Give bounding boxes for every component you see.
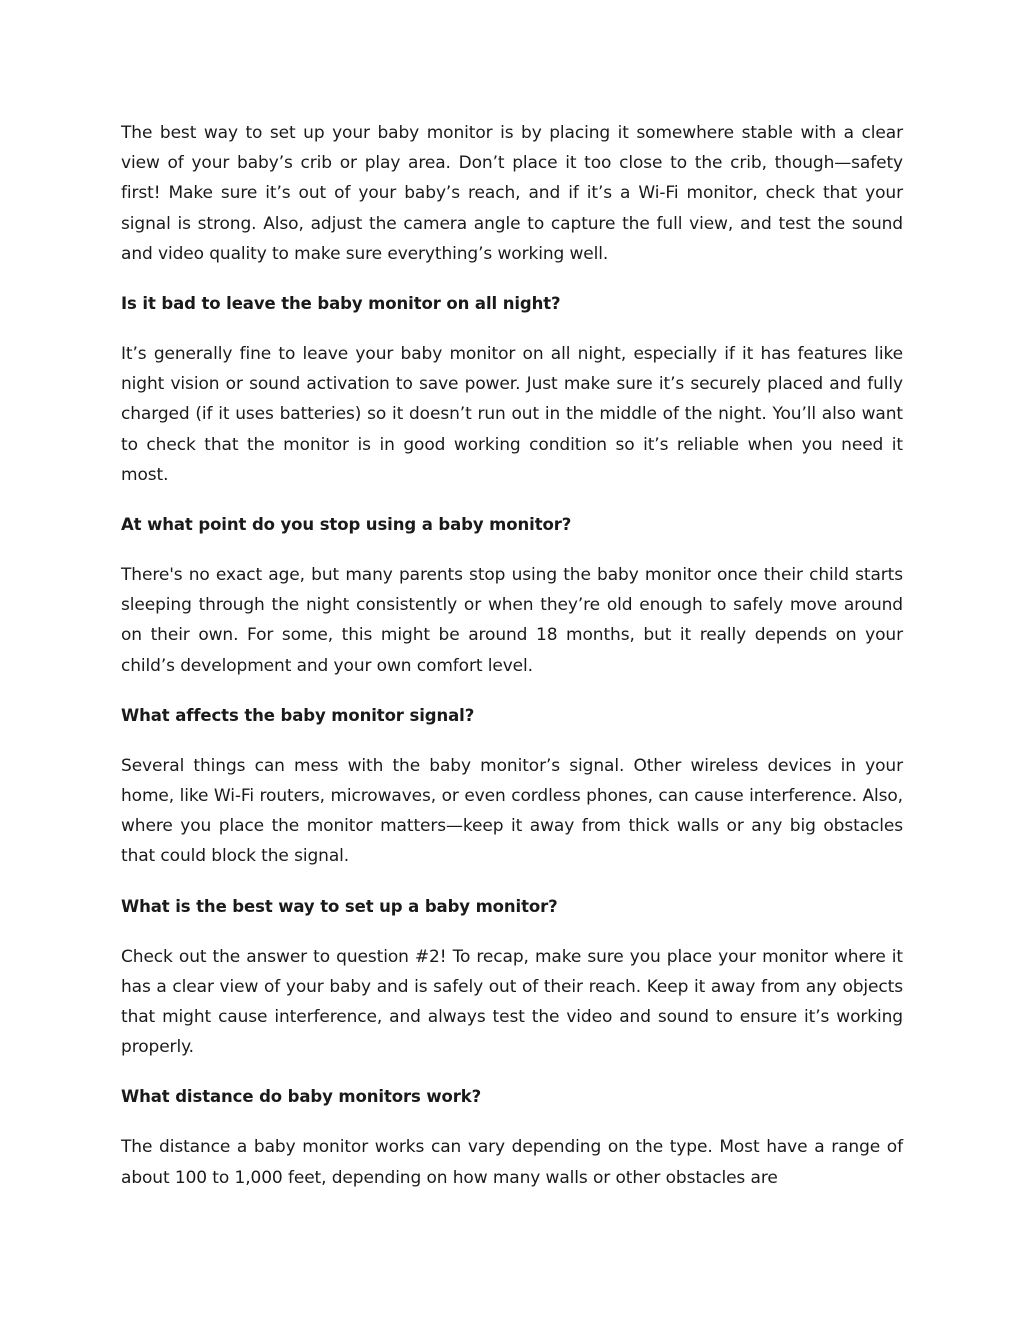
paragraph-setup-placement: The best way to set up your baby monitor is by placing it somewhere stable with a clear view of your baby’s crib or play area. Don’t place it too close to the crib, though—safety first! Make sure it’s out of your baby’s reach, and if it’s a Wi-Fi monitor, check that your signal is strong. Also, adjust the camera angle to capture the full view, and test the sound and video quality to make sure everything’s working well. [121,123,903,264]
paragraph-best-setup: Check out the answer to question #2! To recap, make sure you place your monitor where it has a clear view of your baby and is safely out of their reach. Keep it away from any objects that might cause interference, and always test the video and sound to ensure it’s working properly. [121,946,903,1058]
heading-stop-using: At what point do you stop using a baby monitor? [121,515,572,535]
paragraph-monitor-distance: The distance a baby monitor works can vary depending on the type. Most have a range of about 100 to 1,000 feet, depending on how many walls or other obstacles are [121,1137,903,1188]
paragraph-stop-using: There's no exact age, but many parents stop using the baby monitor once their child starts sleeping through the night consistently or when they’re old enough to safely move around on their own. For some, this might be around 18 months, but it really depends on your child’s development and your own comfort level. [121,565,903,676]
paragraph-monitor-all-night: It’s generally fine to leave your baby monitor on all night, especially if it has features like night vision or sound activation to save power. Just make sure it’s securely placed and fully charged (if it uses batteries) so it doesn’t run out in the middle of the night. You’ll also want to check that the monitor is in good working condition so it’s reliable when you need it most. [121,344,903,485]
document-page [121,118,903,1213]
heading-monitor-distance: What distance do baby monitors work? [121,1087,482,1107]
paragraph-signal-factors: Several things can mess with the baby monitor’s signal. Other wireless devices in your home, like Wi-Fi routers, microwaves, or even cordless phones, can cause interference. Also, where you place the monitor matters—keep it away from thick walls or any big obstacles that could block the signal. [121,755,903,867]
heading-best-setup: What is the best way to set up a baby monitor? [121,896,558,916]
heading-monitor-all-night: Is it bad to leave the baby monitor on all night? [121,294,561,314]
heading-signal-factors: What affects the baby monitor signal? [121,705,475,725]
